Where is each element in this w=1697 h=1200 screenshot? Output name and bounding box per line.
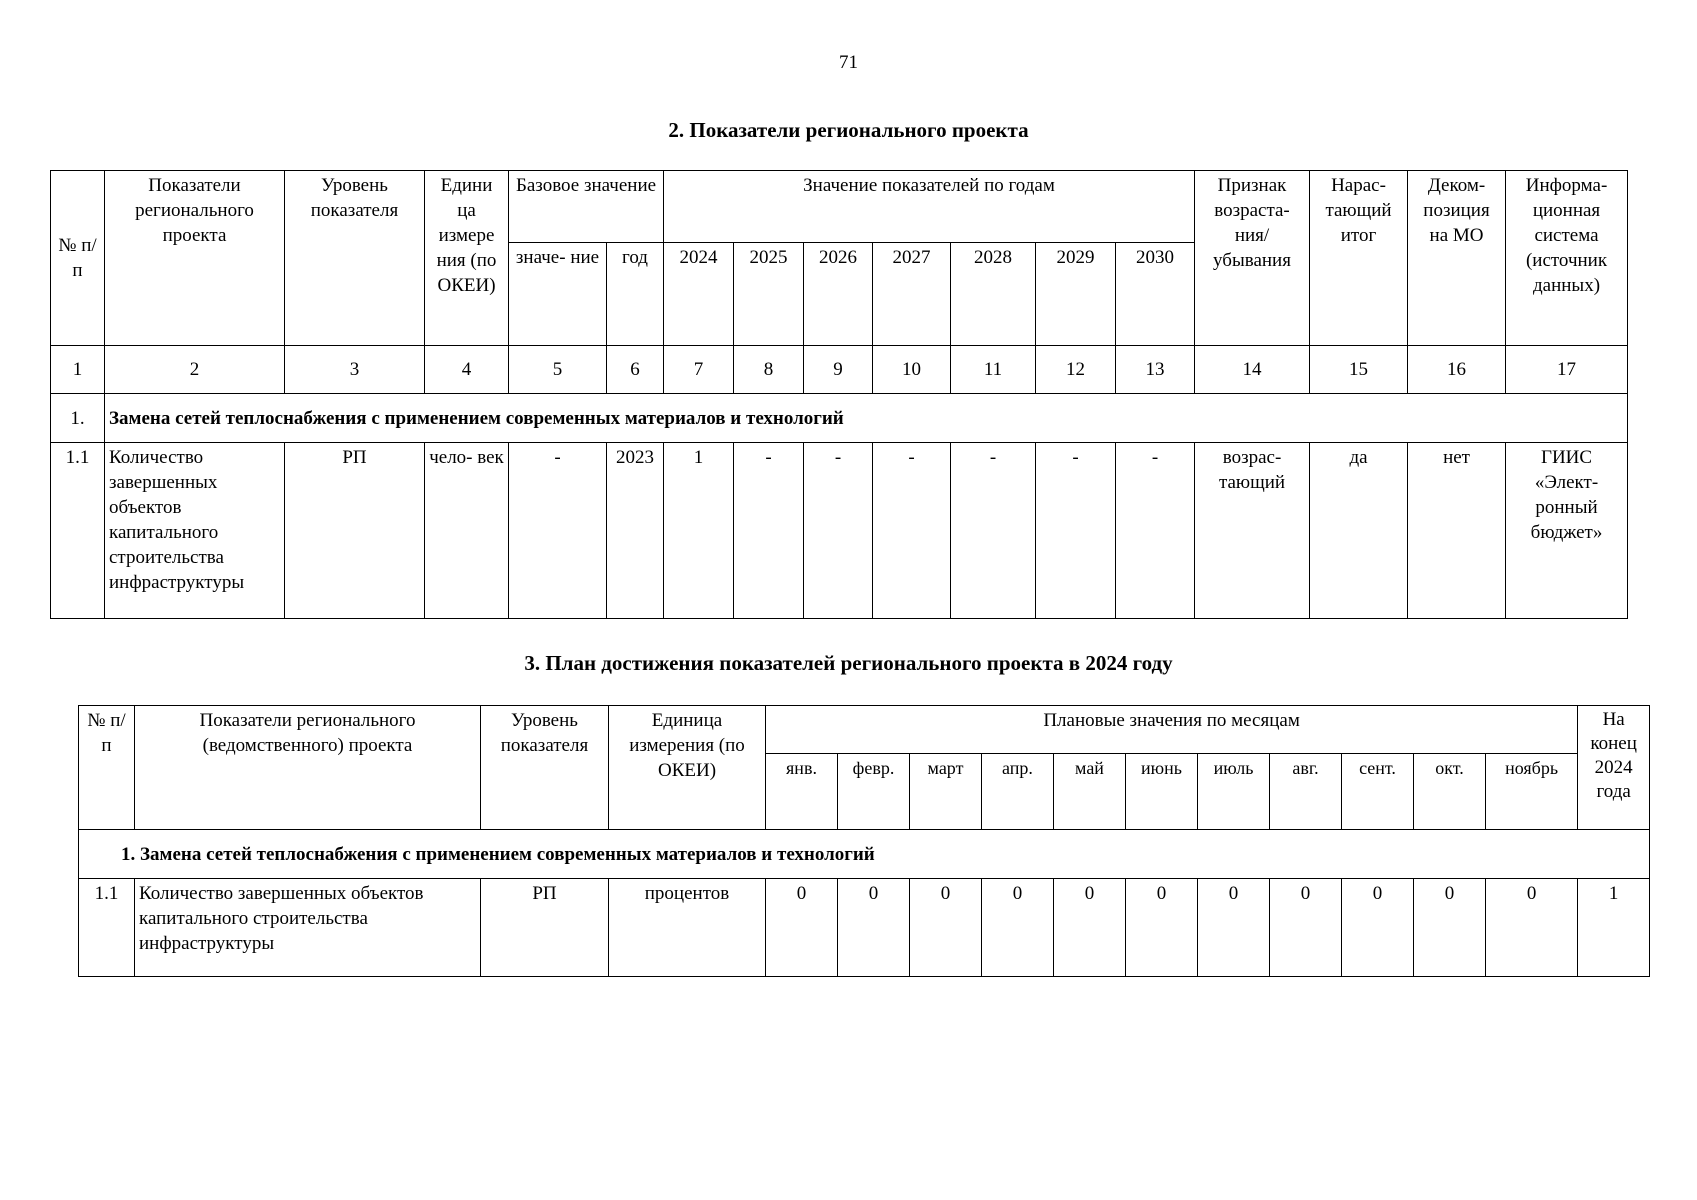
header-end-of-year: На конец 2024 года (1578, 706, 1650, 830)
row-month-value: 0 (1342, 879, 1414, 977)
row-year-value: - (951, 443, 1036, 619)
header-years-group: Значение показателей по годам (664, 171, 1195, 243)
row-month-value: 0 (1486, 879, 1578, 977)
header-year: 2024 (664, 243, 734, 346)
header-month: сент. (1342, 754, 1414, 830)
column-number: 9 (804, 346, 873, 394)
column-number: 16 (1408, 346, 1506, 394)
header-sign: Признак возраста- ния/ убывания (1195, 171, 1310, 346)
column-number: 15 (1310, 346, 1408, 394)
row-month-value: 0 (1126, 879, 1198, 977)
row-indicator: Количество завершенных объектов капитального строительства инфраструктуры (135, 879, 481, 977)
row-month-value: 0 (982, 879, 1054, 977)
column-number: 14 (1195, 346, 1310, 394)
row-unit: чело- век (425, 443, 509, 619)
column-number: 2 (105, 346, 285, 394)
header-year: 2029 (1036, 243, 1116, 346)
row-month-value: 0 (838, 879, 910, 977)
row-indicator: Количество завершенных объектов капитального строительства инфраструктуры (105, 443, 285, 619)
header-year: 2026 (804, 243, 873, 346)
row-year-value: 1 (664, 443, 734, 619)
section-3-title: 3. План достижения показателей регионального проекта в 2024 году (524, 651, 1173, 675)
row-year-value: - (1036, 443, 1116, 619)
header-month: ноябрь (1486, 754, 1578, 830)
row-decomposition: нет (1408, 443, 1506, 619)
column-number: 8 (734, 346, 804, 394)
row-info-system: ГИИС «Элект- ронный бюджет» (1506, 443, 1628, 619)
row-month-value: 0 (910, 879, 982, 977)
header-indicator: Показатели регионального проекта (105, 171, 285, 346)
header-year: 2025 (734, 243, 804, 346)
header-base-value: значе- ние (509, 243, 607, 346)
column-number: 11 (951, 346, 1036, 394)
header-level: Уровень показателя (481, 706, 609, 830)
header-decomposition: Деком- позиция на МО (1408, 171, 1506, 346)
header-months-group: Плановые значения по месяцам (766, 706, 1578, 754)
header-indicator: Показатели регионального (ведомственного) проекта (135, 706, 481, 830)
indicators-table (50, 170, 1628, 619)
header-month: май (1054, 754, 1126, 830)
header-info-system: Информа- ционная система (источник данных) (1506, 171, 1628, 346)
row-base-value: - (509, 443, 607, 619)
row-month-value: 0 (1054, 879, 1126, 977)
header-year: 2027 (873, 243, 951, 346)
row-month-value: 0 (1198, 879, 1270, 977)
header-base: Базовое значение (509, 171, 664, 243)
group-row-title: Замена сетей теплоснабжения с применением современных материалов и технологий (105, 394, 1628, 443)
row-year-value: - (1116, 443, 1195, 619)
row-num: 1.1 (51, 443, 105, 619)
row-unit: процентов (609, 879, 766, 977)
header-unit: Единица измерения (по ОКЕИ) (609, 706, 766, 830)
column-number: 10 (873, 346, 951, 394)
header-month: июнь (1126, 754, 1198, 830)
plan-table (78, 705, 1650, 977)
row-year-value: - (734, 443, 804, 619)
header-month: янв. (766, 754, 838, 830)
table-row (79, 879, 1650, 977)
row-level: РП (481, 879, 609, 977)
row-sign: возрас- тающий (1195, 443, 1310, 619)
row-num: 1.1 (79, 879, 135, 977)
header-month: июль (1198, 754, 1270, 830)
row-end-of-year: 1 (1578, 879, 1650, 977)
page-number: 71 (839, 52, 858, 73)
row-base-year: 2023 (607, 443, 664, 619)
group-row-title: 1. Замена сетей теплоснабжения с применением современных материалов и технологий (79, 830, 1650, 879)
header-month: март (910, 754, 982, 830)
column-number: 13 (1116, 346, 1195, 394)
header-num: № п/п (79, 706, 135, 830)
header-month: окт. (1414, 754, 1486, 830)
row-month-value: 0 (1414, 879, 1486, 977)
column-number: 6 (607, 346, 664, 394)
section-2-title: 2. Показатели регионального проекта (668, 118, 1029, 142)
row-year-value: - (804, 443, 873, 619)
group-row-num: 1. (51, 394, 105, 443)
column-number: 3 (285, 346, 425, 394)
column-number: 17 (1506, 346, 1628, 394)
header-level: Уровень показателя (285, 171, 425, 346)
row-level: РП (285, 443, 425, 619)
row-month-value: 0 (1270, 879, 1342, 977)
header-num: № п/п (51, 171, 105, 346)
column-number: 4 (425, 346, 509, 394)
header-month: февр. (838, 754, 910, 830)
header-year: 2030 (1116, 243, 1195, 346)
column-number: 5 (509, 346, 607, 394)
header-year: 2028 (951, 243, 1036, 346)
header-cumulative: Нарас- тающий итог (1310, 171, 1408, 346)
column-number: 1 (51, 346, 105, 394)
row-year-value: - (873, 443, 951, 619)
header-month: апр. (982, 754, 1054, 830)
column-number: 7 (664, 346, 734, 394)
header-unit: Едини ца измере ния (по ОКЕИ) (425, 171, 509, 346)
column-number: 12 (1036, 346, 1116, 394)
header-month: авг. (1270, 754, 1342, 830)
table-row (51, 443, 1628, 619)
row-cumulative: да (1310, 443, 1408, 619)
row-month-value: 0 (766, 879, 838, 977)
header-base-year: год (607, 243, 664, 346)
